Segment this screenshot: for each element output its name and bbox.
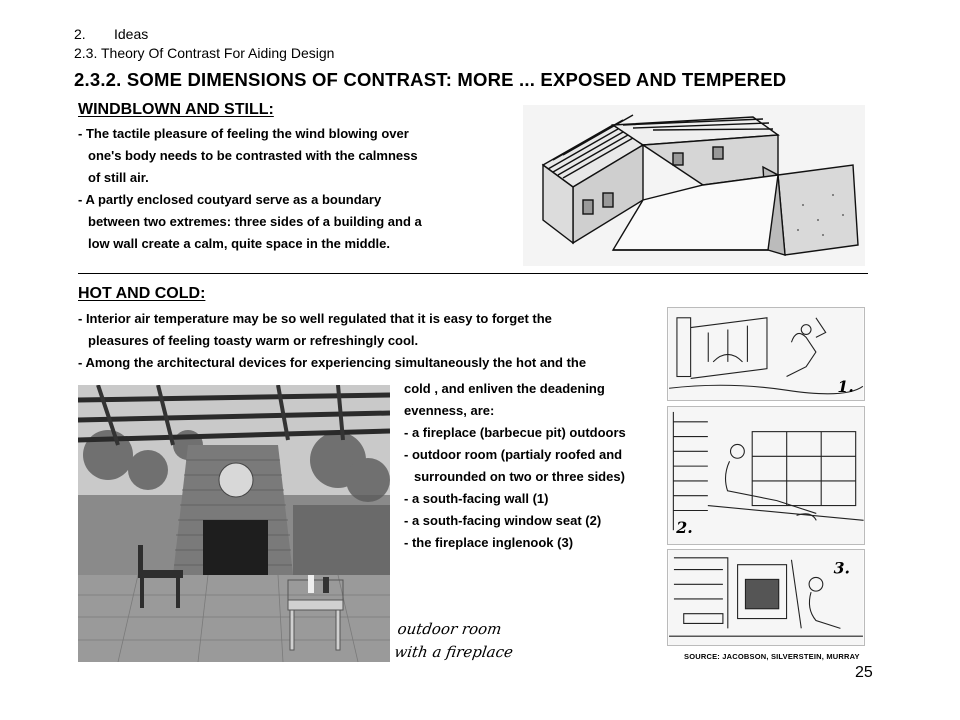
source-credit: SOURCE: JACOBSON, SILVERSTEIN, MURRAY (684, 652, 860, 661)
sketch-window-seat (667, 406, 865, 545)
section-number: 2. (74, 26, 86, 42)
section-name: Ideas (114, 26, 149, 42)
sketch-label: 2. (676, 518, 693, 538)
text-line: pleasures of feeling toasty warm or refreshingly cool. (88, 333, 419, 348)
text-line: low wall create a calm, quite space in the middle. (88, 236, 390, 251)
section-divider (78, 273, 868, 274)
inglenook-sketch (668, 550, 864, 645)
text-line: - a south-facing wall (1) (404, 491, 549, 506)
courtyard-sketch (523, 105, 865, 266)
sketch-south-wall (667, 307, 865, 401)
sketch-inglenook (667, 549, 865, 646)
subsection-label: 2.3. Theory Of Contrast For Aiding Design (74, 45, 335, 61)
text-line: - A partly enclosed coutyard serve as a boundary (78, 192, 382, 207)
windblown-text (78, 123, 422, 255)
hotcold-heading: HOT AND COLD: (78, 285, 206, 302)
sketch-label: 3. (833, 558, 850, 578)
text-line: - Among the architectural devices for experiencing simultaneously the hot and the (78, 355, 587, 370)
page-number: 25 (855, 664, 873, 681)
caption-line: outdoor room (396, 620, 503, 638)
text-line: - outdoor room (partialy roofed and (404, 447, 623, 462)
window-seat-sketch (668, 407, 864, 544)
south-wall-sketch (668, 308, 864, 400)
hotcold-text-top (78, 308, 586, 374)
text-line: cold , and enliven the deadening (404, 381, 605, 396)
text-line: between two extremes: three sides of a building and a (88, 214, 422, 229)
section-label (74, 26, 148, 42)
text-line: one's body needs to be contrasted with the calmness (88, 148, 418, 163)
text-line: - the fireplace inglenook (3) (404, 535, 574, 550)
sketch-label: 1. (837, 377, 854, 397)
fireplace-photo (78, 385, 390, 662)
text-line: of still air. (88, 170, 149, 185)
text-line: surrounded on two or three sides) (414, 469, 625, 484)
text-line: - The tactile pleasure of feeling the wind blowing over (78, 126, 409, 141)
caption-line: with a fireplace (393, 643, 515, 661)
hotcold-text-right (404, 378, 626, 554)
text-line: - a fireplace (barbecue pit) outdoors (404, 425, 626, 440)
courtyard-drawing (523, 105, 865, 266)
windblown-heading: WINDBLOWN AND STILL: (78, 101, 274, 118)
page-title: 2.3.2. SOME DIMENSIONS OF CONTRAST: MORE ... EXPOSED AND TEMPERED (74, 69, 787, 90)
fireplace-photo-image (78, 385, 390, 662)
text-line: - a south-facing window seat (2) (404, 513, 602, 528)
text-line: - Interior air temperature may be so well regulated that it is easy to forget the (78, 311, 552, 326)
text-line: evenness, are: (404, 403, 495, 418)
photo-caption (393, 618, 518, 664)
